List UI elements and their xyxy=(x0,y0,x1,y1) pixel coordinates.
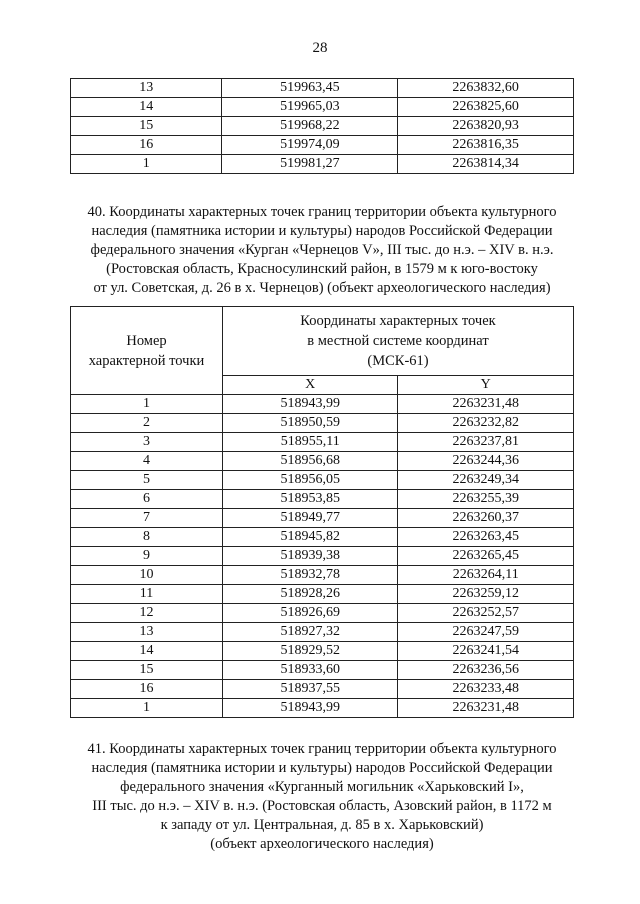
section-41-heading xyxy=(70,740,574,854)
x-coordinate-cell: 519965,03 xyxy=(222,98,398,117)
x-coordinate-cell: 518943,99 xyxy=(223,699,398,718)
y-column-header: Y xyxy=(398,376,574,395)
point-number-cell: 11 xyxy=(71,585,223,604)
table-row xyxy=(71,699,574,718)
coordinates-table-continued xyxy=(70,78,574,174)
y-coordinate-cell: 2263264,11 xyxy=(398,566,574,585)
x-coordinate-cell: 518937,55 xyxy=(223,680,398,699)
table-row xyxy=(71,98,574,117)
x-coordinate-cell: 518929,52 xyxy=(223,642,398,661)
table-row xyxy=(71,490,574,509)
coordinates-table-continued-body xyxy=(71,79,574,174)
y-coordinate-cell: 2263249,34 xyxy=(398,471,574,490)
x-coordinate-cell: 519968,22 xyxy=(222,117,398,136)
y-coordinate-cell: 2263265,45 xyxy=(398,547,574,566)
point-number-cell: 16 xyxy=(71,680,223,699)
heading-line: федерального значения «Курганный могильник «Харьковский I», xyxy=(120,779,524,795)
point-number-cell: 2 xyxy=(71,414,223,433)
x-coordinate-cell: 518927,32 xyxy=(223,623,398,642)
table-row xyxy=(71,117,574,136)
x-coordinate-cell: 518950,59 xyxy=(223,414,398,433)
header-line: в местной системе координат xyxy=(307,333,489,349)
table-row xyxy=(71,547,574,566)
x-coordinate-cell: 518926,69 xyxy=(223,604,398,623)
x-coordinate-cell: 518949,77 xyxy=(223,509,398,528)
table-row xyxy=(71,585,574,604)
x-coordinate-cell: 519981,27 xyxy=(222,155,398,174)
table-row xyxy=(71,433,574,452)
point-number-cell: 8 xyxy=(71,528,223,547)
point-number-header xyxy=(71,307,223,395)
header-line: характерной точки xyxy=(88,352,205,369)
point-number-cell: 5 xyxy=(71,471,223,490)
table-row xyxy=(71,642,574,661)
heading-line: (объект археологического наследия) xyxy=(210,836,434,852)
table-row xyxy=(71,509,574,528)
table-header xyxy=(71,307,574,395)
y-coordinate-cell: 2263263,45 xyxy=(398,528,574,547)
point-number-cell: 3 xyxy=(71,433,223,452)
x-coordinate-cell: 518955,11 xyxy=(223,433,398,452)
point-number-cell: 6 xyxy=(71,490,223,509)
heading-line: федерального значения «Курган «Чернецов V», III тыс. до н.э. – XIV в. н.э. xyxy=(90,242,554,258)
x-coordinate-cell: 518928,26 xyxy=(223,585,398,604)
point-number-cell: 10 xyxy=(71,566,223,585)
page-number: 28 xyxy=(312,40,328,56)
point-number-cell: 14 xyxy=(71,642,223,661)
coordinates-header xyxy=(223,307,574,376)
coordinates-table-40 xyxy=(70,306,574,718)
y-coordinate-cell: 2263236,56 xyxy=(398,661,574,680)
point-number-cell: 1 xyxy=(71,155,222,174)
x-coordinate-cell: 518945,82 xyxy=(223,528,398,547)
point-number-cell: 1 xyxy=(71,395,223,414)
y-coordinate-cell: 2263832,60 xyxy=(398,79,574,98)
table-row xyxy=(71,566,574,585)
table-row xyxy=(71,79,574,98)
heading-line: III тыс. до н.э. – XIV в. н.э. (Ростовская область, Азовский район, в 1172 м xyxy=(92,798,552,814)
x-coordinate-cell: 519963,45 xyxy=(222,79,398,98)
heading-line: (Ростовская область, Красносулинский район, в 1579 м к юго-востоку xyxy=(106,261,538,277)
point-number-cell: 15 xyxy=(71,117,222,136)
table-row xyxy=(71,623,574,642)
heading-line: к западу от ул. Центральная, д. 85 в х. Харьковский) xyxy=(160,817,484,833)
y-coordinate-cell: 2263233,48 xyxy=(398,680,574,699)
x-coordinate-cell: 518956,05 xyxy=(223,471,398,490)
y-coordinate-cell: 2263231,48 xyxy=(398,699,574,718)
x-coordinate-cell: 518956,68 xyxy=(223,452,398,471)
x-coordinate-cell: 518939,38 xyxy=(223,547,398,566)
y-coordinate-cell: 2263247,59 xyxy=(398,623,574,642)
point-number-cell: 13 xyxy=(71,623,223,642)
y-coordinate-cell: 2263259,12 xyxy=(398,585,574,604)
table-row xyxy=(71,604,574,623)
heading-line: от ул. Советская, д. 26 в х. Чернецов) (объект археологического наследия) xyxy=(93,280,551,296)
table-row xyxy=(71,680,574,699)
x-coordinate-cell: 518953,85 xyxy=(223,490,398,509)
y-coordinate-cell: 2263232,82 xyxy=(398,414,574,433)
point-number-cell: 13 xyxy=(71,79,222,98)
point-number-cell: 7 xyxy=(71,509,223,528)
point-number-cell: 1 xyxy=(71,699,223,718)
y-coordinate-cell: 2263825,60 xyxy=(398,98,574,117)
header-line: (МСК-61) xyxy=(367,353,429,369)
y-coordinate-cell: 2263820,93 xyxy=(398,117,574,136)
x-coordinate-cell: 519974,09 xyxy=(222,136,398,155)
x-column-header: X xyxy=(223,376,398,395)
heading-line: 40. Координаты характерных точек границ территории объекта культурного xyxy=(87,204,557,220)
heading-line: наследия (памятника истории и культуры) народов Российской Федерации xyxy=(91,223,553,239)
y-coordinate-cell: 2263237,81 xyxy=(398,433,574,452)
point-number-cell: 14 xyxy=(71,98,222,117)
x-coordinate-cell: 518933,60 xyxy=(223,661,398,680)
coordinates-table-40-body xyxy=(71,395,574,718)
heading-line: наследия (памятника истории и культуры) народов Российской Федерации xyxy=(91,760,553,776)
y-coordinate-cell: 2263816,35 xyxy=(398,136,574,155)
table-row xyxy=(71,661,574,680)
point-number-cell: 15 xyxy=(71,661,223,680)
table-row xyxy=(71,528,574,547)
table-row xyxy=(71,414,574,433)
y-coordinate-cell: 2263231,48 xyxy=(398,395,574,414)
header-line: Номер xyxy=(126,332,167,349)
table-row xyxy=(71,155,574,174)
y-coordinate-cell: 2263260,37 xyxy=(398,509,574,528)
point-number-cell: 9 xyxy=(71,547,223,566)
table-row xyxy=(71,452,574,471)
y-coordinate-cell: 2263252,57 xyxy=(398,604,574,623)
y-coordinate-cell: 2263255,39 xyxy=(398,490,574,509)
table-row xyxy=(71,471,574,490)
point-number-cell: 16 xyxy=(71,136,222,155)
point-number-cell: 12 xyxy=(71,604,223,623)
header-line: Координаты характерных точек xyxy=(300,313,496,329)
y-coordinate-cell: 2263244,36 xyxy=(398,452,574,471)
x-coordinate-cell: 518943,99 xyxy=(223,395,398,414)
point-number-cell: 4 xyxy=(71,452,223,471)
section-40-heading xyxy=(70,203,574,298)
x-coordinate-cell: 518932,78 xyxy=(223,566,398,585)
heading-line: 41. Координаты характерных точек границ территории объекта культурного xyxy=(87,741,557,757)
y-coordinate-cell: 2263814,34 xyxy=(398,155,574,174)
table-row xyxy=(71,136,574,155)
y-coordinate-cell: 2263241,54 xyxy=(398,642,574,661)
table-row xyxy=(71,395,574,414)
